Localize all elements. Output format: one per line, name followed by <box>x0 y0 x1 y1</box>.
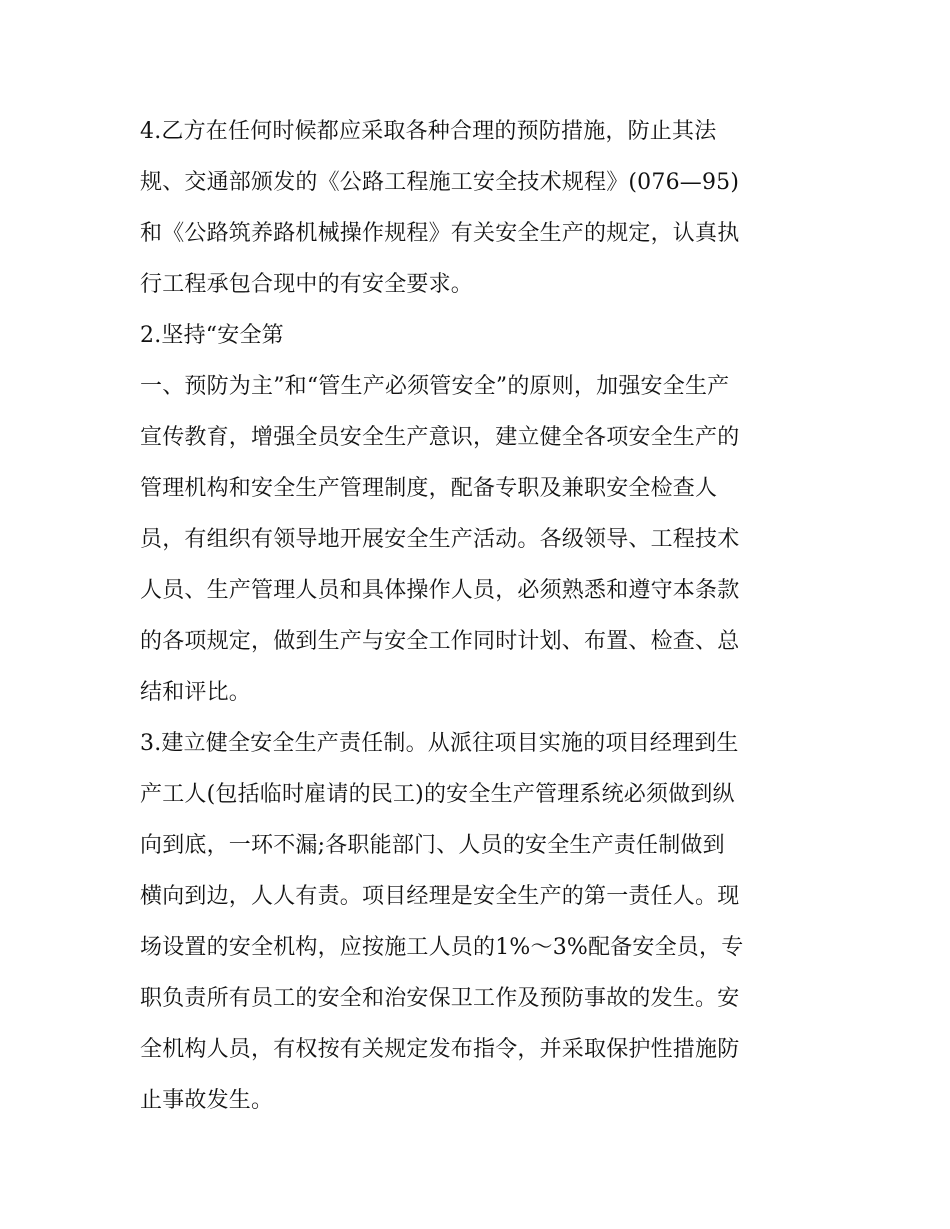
text-line: 行工程承包合现中的有安全要求。 <box>140 272 474 297</box>
text-line: 横向到边，人人有责。项目经理是安全生产的第一责任人。现 <box>140 884 740 909</box>
text-line: 产工人(包括临时雇请的民工)的安全生产管理系统必须做到纵 <box>140 782 735 807</box>
document-body <box>140 106 820 1126</box>
text-line: 结和评比。 <box>140 680 252 705</box>
text-line: 宣传教育，增强全员安全生产意识，建立健全各项安全生产的 <box>140 425 740 450</box>
text-line: 管理机构和安全生产管理制度，配备专职及兼职安全检查人 <box>140 476 718 501</box>
text-line: 2.坚持“安全第 <box>140 323 284 348</box>
text-line: 员，有组织有领导地开展安全生产活动。各级领导、工程技术 <box>140 527 740 552</box>
text-line: 一、预防为主”和“管生产必须管安全”的原则，加强安全生产 <box>140 374 730 399</box>
text-line: 3.建立健全安全生产责任制。从派往项目实施的项目经理到生 <box>140 731 739 756</box>
text-line: 全机构人员，有权按有关规定发布指令，并采取保护性措施防 <box>140 1037 740 1062</box>
text-line: 人员、生产管理人员和具体操作人员，必须熟悉和遵守本条款 <box>140 578 740 603</box>
text-line: 向到底，一环不漏;各职能部门、人员的安全生产责任制做到 <box>140 833 725 858</box>
text-line: 的各项规定，做到生产与安全工作同时计划、布置、检查、总 <box>140 629 740 654</box>
text-line: 和《公路筑养路机械操作规程》有关安全生产的规定，认真执 <box>140 221 740 246</box>
text-line: 职负责所有员工的安全和治安保卫工作及预防事故的发生。安 <box>140 986 740 1011</box>
text-line: 场设置的安全机构，应按施工人员的1%～3%配备安全员，专 <box>140 935 744 960</box>
text-line: 4.乙方在任何时候都应采取各种合理的预防措施，防止其法 <box>140 119 717 144</box>
text-line: 止事故发生。 <box>140 1088 274 1113</box>
text-line: 规、交通部颁发的《公路工程施工安全技术规程》(076—95) <box>140 170 740 195</box>
